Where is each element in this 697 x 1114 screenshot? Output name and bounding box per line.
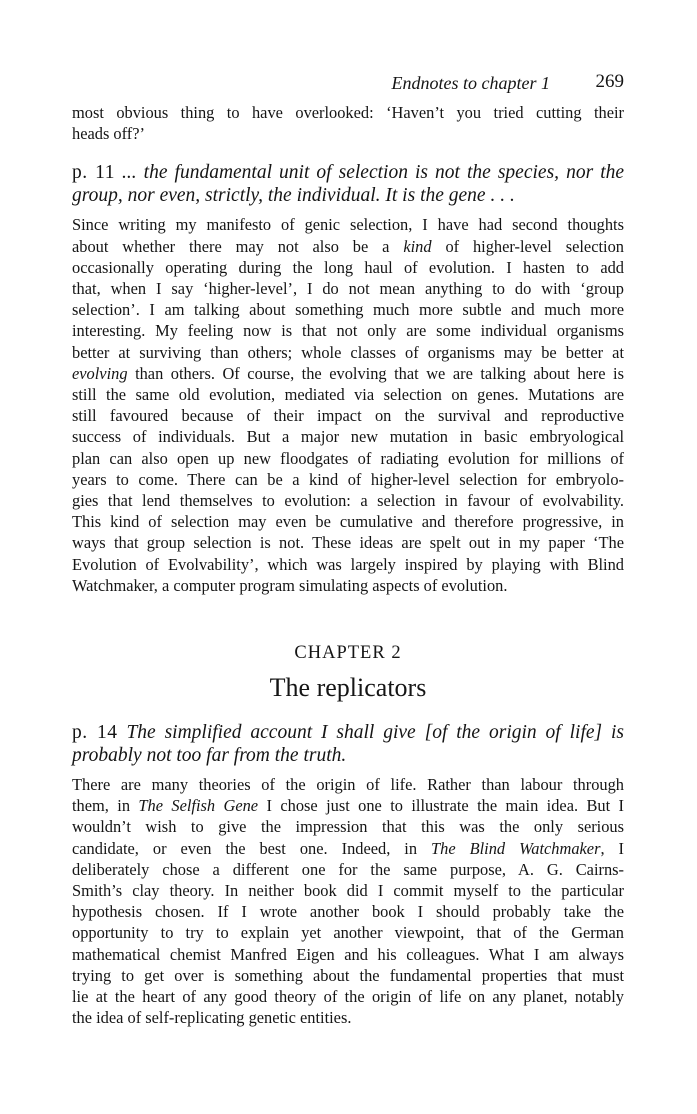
note-heading-p11 — [72, 161, 624, 207]
text-line: deliberately chose a different one for the same purpose, A. G. Cairns- — [72, 859, 624, 879]
text-line: still the same old evolution, mediated via selection on genes. Mutations are — [72, 385, 624, 405]
text-line: Evolution of Evolvability’, which was largely inspired by playing with Blind — [72, 554, 624, 574]
text-line: still favoured because of their impact on the survival and reproductive — [72, 406, 624, 426]
emphasis: evolving — [72, 363, 128, 383]
text-line: most obvious thing to have overlooked: ‘Haven’t you tried cutting their — [72, 103, 624, 122]
text-line: There are many theories of the origin of life. Rather than labour through — [72, 775, 624, 795]
emphasis: kind — [403, 236, 432, 256]
text-line: hypothesis chosen. If I wrote another book I should probably take the — [72, 902, 624, 922]
text-line: that, when I say ‘higher-level’, I do not mean anything to do with ‘group — [72, 279, 624, 299]
text-line: years to come. There can be a kind of higher-level selection for embryolo- — [72, 469, 624, 489]
quote-text: ... the fundamental unit of selection is not the species, nor the — [122, 162, 625, 184]
note-heading-p14 — [72, 721, 624, 767]
note-quote-line: probably not too far from the truth. — [72, 745, 347, 767]
page-number: 269 — [595, 71, 624, 92]
text-line: This kind of selection may even be cumulative and therefore progressive, in — [72, 512, 624, 532]
text-line: ways that group selection is not. These ideas are spelt out in my paper ‘The — [72, 533, 624, 553]
note-quote-line — [72, 161, 624, 184]
note-body-p14 — [72, 774, 624, 1028]
text-line: selection’. I am talking about something much more subtle and much more — [72, 300, 624, 320]
note-body-p11 — [72, 214, 624, 596]
chapter-label: CHAPTER 2 — [294, 643, 402, 664]
text-line: wouldn’t wish to give the impression that this was the only serious — [72, 817, 624, 837]
note-page-ref: p. 11 — [72, 162, 115, 184]
text-line: them, in The Selfish Gene I chose just one to illustrate the main idea. But I — [72, 796, 624, 816]
text-line: Smith’s clay theory. In neither book did I commit myself to the particular — [72, 881, 624, 901]
text-line: Since writing my manifesto of genic selection, I have had second thoughts — [72, 215, 624, 235]
text-line: candidate, or even the best one. Indeed, in The Blind Watchmaker, I — [72, 838, 624, 858]
running-head-title: Endnotes to chapter 1 — [391, 73, 550, 93]
intro-paragraph — [72, 102, 624, 144]
text-line: mathematical chemist Manfred Eigen and his colleagues. What I am always — [72, 944, 624, 964]
text-line: evolving than others. Of course, the evolving that we are talking about here is — [72, 363, 624, 383]
text-line: plan can also open up new floodgates of radiating evolution for millions of — [72, 448, 624, 468]
text-line: about whether there may not also be a kind of higher-level selection — [72, 236, 624, 256]
text-line: interesting. My feeling now is that not only are some individual organisms — [72, 321, 624, 341]
quote-text: The simplified account I shall give [of the origin of life] is — [126, 722, 625, 744]
note-quote-line — [72, 721, 624, 744]
text-line: heads off?’ — [72, 124, 145, 144]
text-line: gies that lend themselves to evolution: a selection in favour of evolvability. — [72, 491, 624, 511]
chapter-title: The replicators — [269, 673, 427, 703]
note-page-ref: p. 14 — [72, 722, 118, 744]
text-line: better at surviving than others; whole classes of organisms may be better at — [72, 342, 624, 362]
text-line: trying to get over is something about the fundamental properties that must — [72, 965, 624, 985]
text-line: lie at the heart of any good theory of the origin of life on any planet, notably — [72, 987, 624, 1007]
book-title: The Blind Watchmaker — [431, 838, 601, 858]
text-line: occasionally operating during the long haul of evolution. I hasten to add — [72, 257, 624, 277]
text-line: the idea of self-replicating genetic entities. — [72, 1008, 352, 1028]
text-line: opportunity to try to explain yet another viewpoint, that of the German — [72, 923, 624, 943]
running-head — [72, 62, 624, 102]
text-line: Watchmaker, a computer program simulating aspects of evolution. — [72, 575, 508, 595]
note-quote-line: group, nor even, strictly, the individual. It is the gene . . . — [72, 185, 515, 207]
book-title: The Selfish Gene — [138, 796, 259, 816]
text-line: success of individuals. But a major new mutation in basic embryological — [72, 427, 624, 447]
book-page — [72, 62, 624, 1029]
